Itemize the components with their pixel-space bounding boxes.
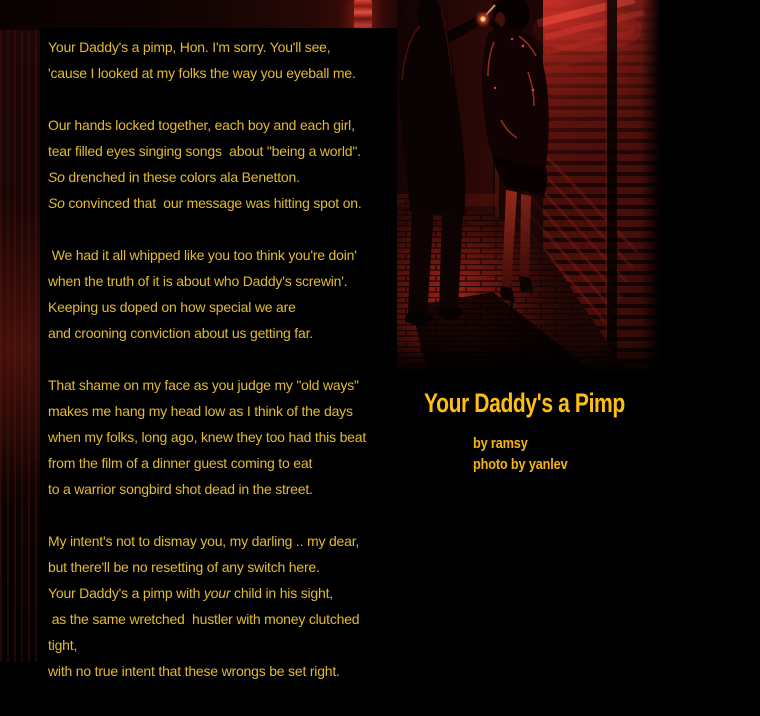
poem-line: from the film of a dinner guest coming to eat: [48, 455, 313, 471]
poem-stanza: [48, 112, 397, 216]
poem-line: So convinced that our message was hitting spot on.: [48, 195, 362, 211]
poem-line: and crooning conviction about us getting far.: [48, 325, 313, 341]
left-curtain-texture: [0, 0, 42, 662]
poem-line: 'cause I looked at my folks the way you eyeball me.: [48, 65, 356, 81]
poem-line: but there'll be no resetting of any switch here.: [48, 559, 320, 575]
poem: [40, 28, 397, 716]
poem-line: to a warrior songbird shot dead in the street.: [48, 481, 313, 497]
poem-line: makes me hang my head low as I think of the days: [48, 403, 353, 419]
poem-line: Our hands locked together, each boy and each girl,: [48, 117, 355, 133]
poem-line: Keeping us doped on how special we are: [48, 299, 296, 315]
street-photo: [397, 0, 661, 372]
poem-stanza: [48, 528, 397, 684]
poem-stanza: [48, 372, 397, 502]
poem-line: That shame on my face as you judge my "old ways": [48, 377, 359, 393]
poem-line: Your Daddy's a pimp with your child in his sight,: [48, 585, 333, 601]
poem-line: tight,: [48, 637, 78, 653]
poem-line: tear filled eyes singing songs about "being a world".: [48, 143, 361, 159]
poem-line: when my folks, long ago, knew they too had this beat: [48, 429, 367, 445]
poem-line: when the truth of it is about who Daddy's screwin'.: [48, 273, 348, 289]
poem-stanza: [48, 242, 397, 346]
poem-line: We had it all whipped like you too think you're doin': [48, 247, 357, 263]
poem-line: with no true intent that these wrongs be set right.: [48, 663, 340, 679]
poem-line: So drenched in these colors ala Benetton.: [48, 169, 300, 185]
photo-credit: photo by yanlev: [473, 456, 568, 473]
poem-line: Your Daddy's a pimp, Hon. I'm sorry. You'll see,: [48, 39, 331, 55]
top-photo-strip: [0, 0, 398, 30]
author-credit: by ramsy: [473, 435, 528, 452]
credits: [473, 433, 584, 475]
poem-line: as the same wretched hustler with money clutched: [48, 611, 360, 627]
title-block: [424, 389, 744, 417]
poem-title: Your Daddy's a Pimp: [424, 388, 625, 418]
poem-stanza: [48, 34, 397, 86]
poem-line: My intent's not to dismay you, my darling .. my dear,: [48, 533, 360, 549]
